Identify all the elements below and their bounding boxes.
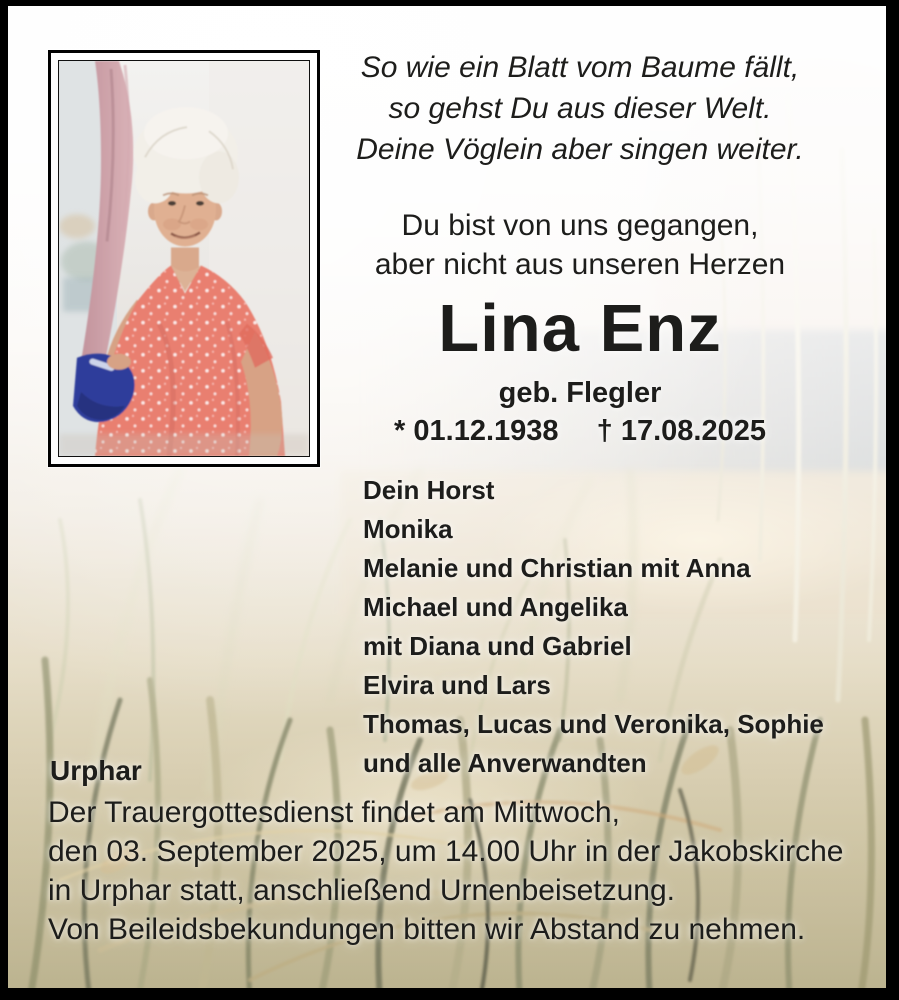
- place-name: Urphar: [50, 755, 142, 786]
- deceased-name: Lina Enz: [438, 291, 722, 366]
- mourner-line: Michael und Angelika: [363, 592, 628, 622]
- birth-date: 01.12.1938: [413, 415, 559, 447]
- poem: [340, 47, 820, 170]
- poem-line: so gehst Du aus dieser Welt.: [388, 92, 772, 125]
- service-line: Der Trauergottesdienst findet am Mittwoch,: [48, 796, 620, 829]
- portrait-photo: [58, 60, 310, 457]
- life-dates: [340, 414, 820, 448]
- mourner-line: Dein Horst: [363, 475, 495, 505]
- death-symbol: †: [596, 415, 613, 447]
- farewell-text: [340, 206, 820, 284]
- portrait-photo-frame: [48, 50, 320, 467]
- mourner-line: Elvira und Lars: [363, 670, 551, 700]
- maiden-name: geb. Flegler: [498, 377, 662, 409]
- service-info: [48, 793, 843, 949]
- farewell-line: aber nicht aus unseren Herzen: [374, 248, 786, 281]
- mourner-line: Thomas, Lucas und Veronika, Sophie: [363, 709, 824, 739]
- mourner-line: Monika: [363, 514, 453, 544]
- service-line: in Urphar statt, anschließend Urnenbeisetzung.: [48, 874, 676, 907]
- service-line: den 03. September 2025, um 14.00 Uhr in der Jakobskirche: [48, 835, 844, 868]
- mourners-list: [363, 471, 824, 783]
- farewell-line: Du bist von uns gegangen,: [401, 209, 759, 242]
- mourner-line: Melanie und Christian mit Anna: [363, 553, 751, 583]
- mourner-line: mit Diana und Gabriel: [363, 631, 632, 661]
- poem-line: So wie ein Blatt vom Baume fällt,: [360, 51, 800, 84]
- service-line: Von Beileidsbekundungen bitten wir Abstand zu nehmen.: [48, 913, 806, 946]
- poem-line: Deine Vöglein aber singen weiter.: [356, 133, 804, 166]
- birth-symbol: *: [394, 415, 406, 447]
- death-date: 17.08.2025: [620, 415, 766, 447]
- mourner-line: und alle Anverwandten: [363, 748, 647, 778]
